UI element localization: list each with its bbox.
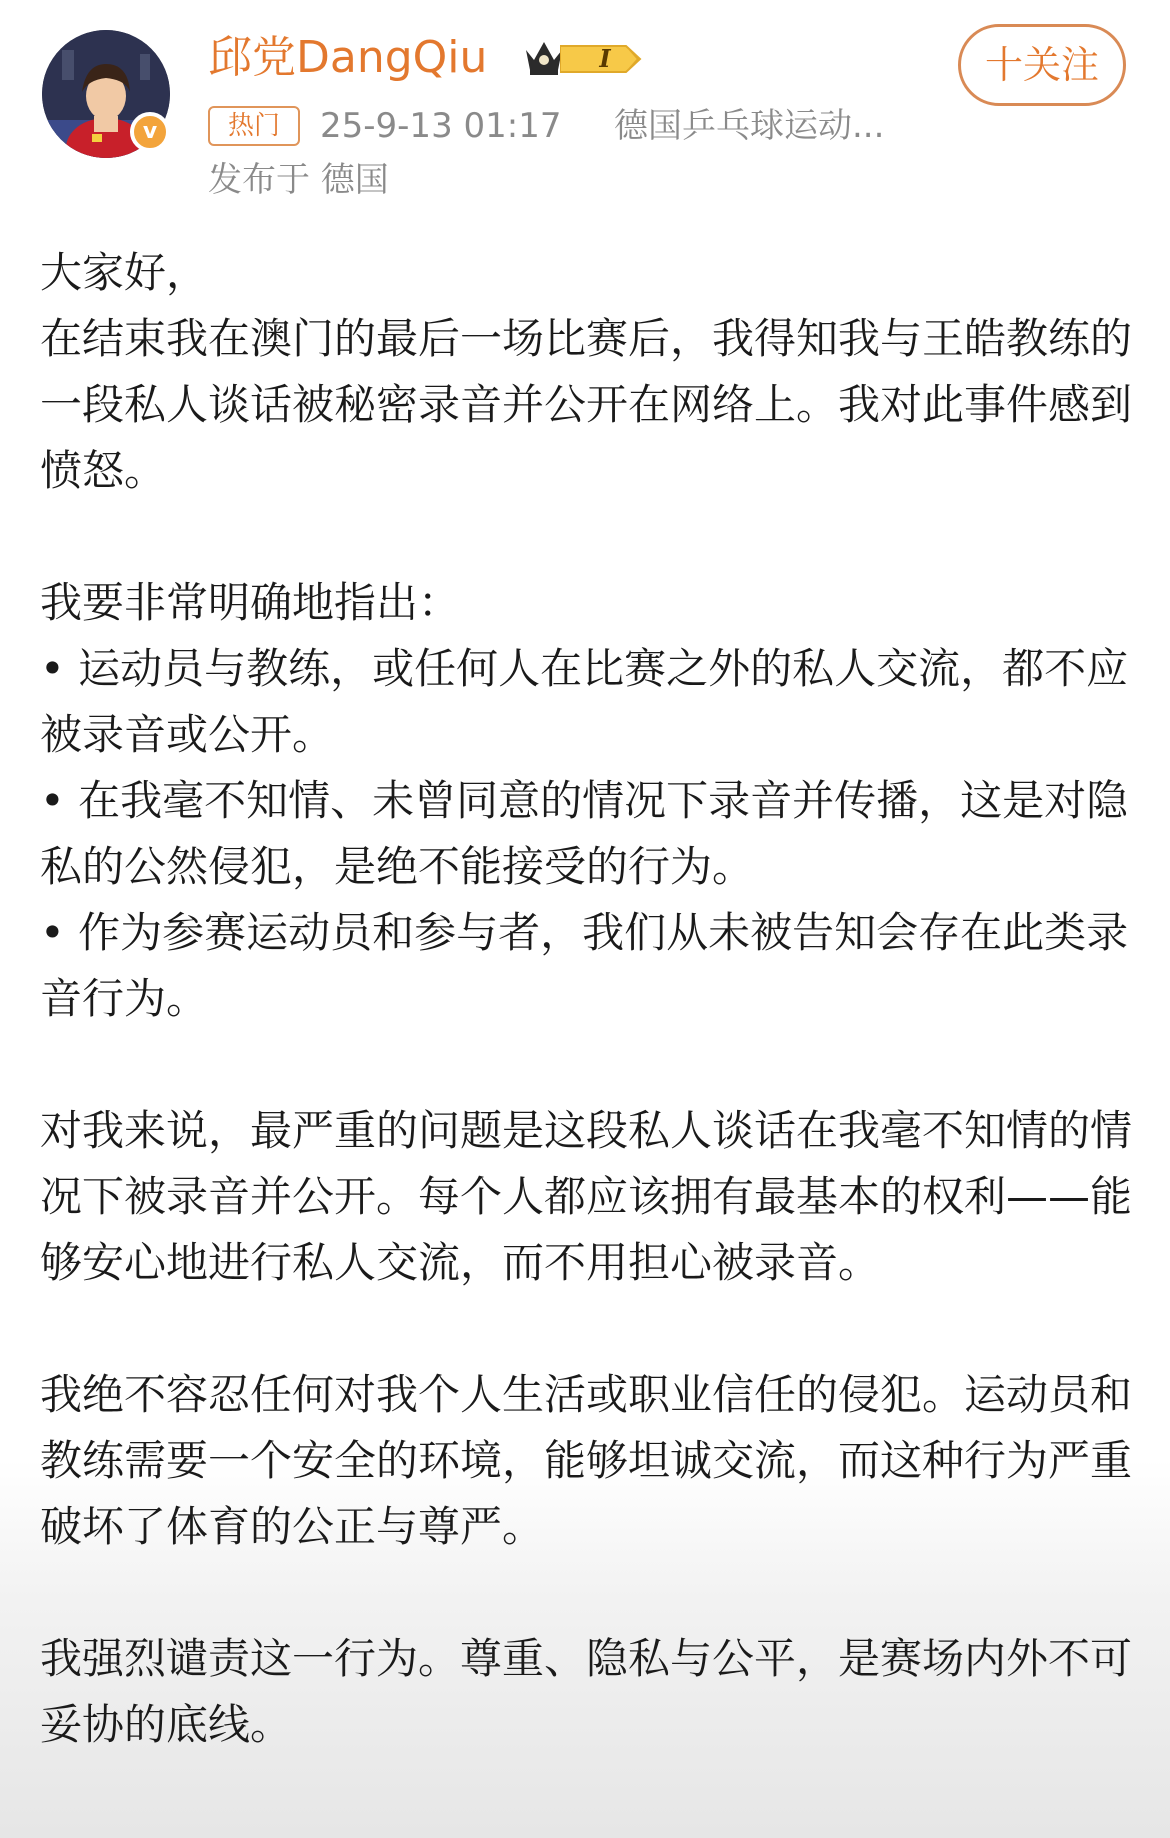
paragraph-gap — [40, 1032, 1140, 1098]
post-paragraph: 对我来说，最严重的问题是这段私人谈话在我毫不知情的情况下被录音并公开。每个人都应该拥有最基本的权利——能够安心地进行私人交流，而不用担心被录音。 — [40, 1106, 1133, 1287]
follow-button[interactable]: 十关注 — [958, 24, 1126, 106]
level-badge — [560, 42, 644, 76]
post-paragraph: 大家好， — [40, 248, 209, 297]
post-paragraph: 我绝不容忍任何对我个人生活或职业信任的侵犯。运动员和教练需要一个安全的环境，能够坦诚交流，而这种行为严重破坏了体育的公正与尊严。 — [40, 1370, 1133, 1551]
paragraph-gap — [40, 504, 1140, 570]
post-time: 25-9-13 01:17 — [320, 106, 562, 146]
paragraph-gap — [40, 1296, 1140, 1362]
post-paragraph: 在结束我在澳门的最后一场比赛后，我得知我与王皓教练的一段私人谈话被秘密录音并公开在网络上。我对此事件感到愤怒。 — [40, 314, 1133, 495]
post-header — [0, 0, 1170, 220]
verified-badge-icon: v — [130, 112, 170, 152]
paragraph-gap — [40, 1560, 1140, 1626]
post-bullet: • 运动员与教练，或任何人在比赛之外的私人交流，都不应被录音或公开。 — [40, 644, 1129, 759]
post-body — [40, 240, 1140, 1758]
level-value: I — [599, 44, 611, 73]
hot-badge: 热门 — [208, 106, 300, 146]
post-paragraph: 我要非常明确地指出： — [40, 578, 461, 627]
post-bullet: • 作为参赛运动员和参与者，我们从未被告知会存在此类录音行为。 — [40, 908, 1129, 1023]
post-source[interactable]: 德国乒乓球运动... — [614, 106, 885, 146]
author-name[interactable]: 邱党DangQiu — [208, 32, 488, 83]
post-bullet: • 在我毫不知情、未曾同意的情况下录音并传播，这是对隐私的公然侵犯，是绝不能接受的行为。 — [40, 776, 1129, 891]
post-paragraph: 我强烈谴责这一行为。尊重、隐私与公平，是赛场内外不可妥协的底线。 — [40, 1634, 1133, 1749]
post-location: 发布于 德国 — [208, 160, 389, 200]
